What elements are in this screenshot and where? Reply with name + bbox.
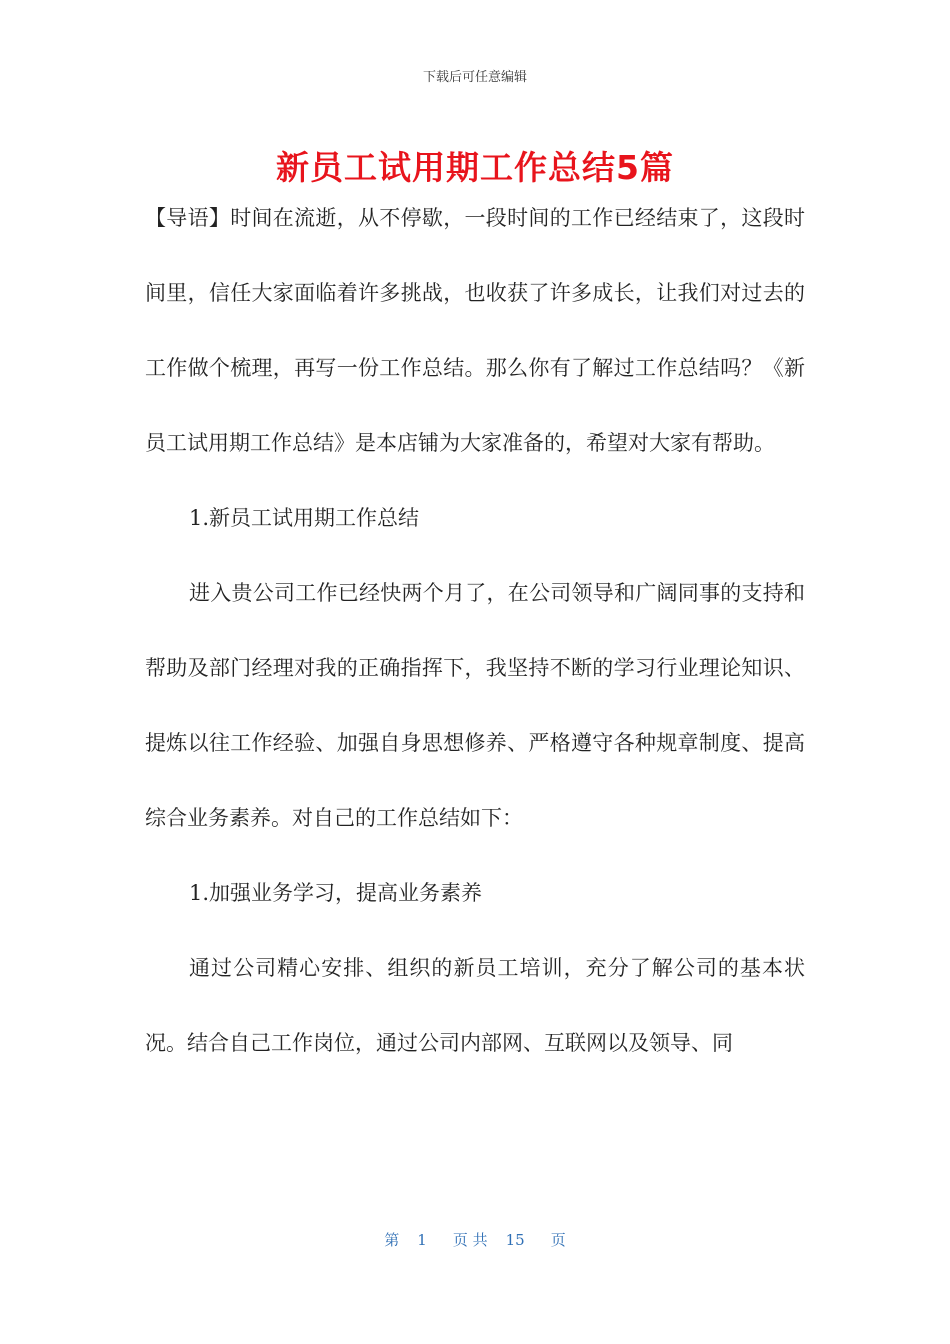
subsection-heading: 1.加强业务学习，提高业务素养 [189,881,483,905]
page-footer [0,1229,950,1250]
footer-page-number: 1 [417,1231,427,1249]
footer-total-pages: 15 [505,1231,525,1249]
document-title: 新员工试用期工作总结5篇 [276,148,674,187]
body-paragraph: 通过公司精心安排、组织的新员工培训，充分了解公司的基本状况。结合自己工作岗位，通过公司内部网、互联网以及领导、同 [145,956,805,1055]
section-heading: 1.新员工试用期工作总结 [189,506,420,530]
footer-page-mid: 页 共 [452,1231,488,1249]
body-paragraph: 进入贵公司工作已经快两个月了，在公司领导和广阔同事的支持和帮助及部门经理对我的正确指挥下，我坚持不断的学习行业理论知识、提炼以往工作经验、加强自身思想修养、严格遵守各种规章制度、提高综合业务素养。对自己的工作总结如下： [145,581,805,830]
footer-page-suffix: 页 [550,1231,566,1249]
header-note: 下载后可任意编辑 [422,70,527,85]
intro-paragraph: 【导语】时间在流逝，从不停歇，一段时间的工作已经结束了，这段时间里，信任大家面临着许多挑战，也收获了许多成长，让我们对过去的工作做个梳理，再写一份工作总结。那么你有了解过工作总结吗？《新员工试用期工作总结》是本店铺为大家准备的，希望对大家有帮助。 [145,206,805,455]
document-body [145,181,805,1081]
footer-page-prefix: 第 [384,1231,400,1249]
